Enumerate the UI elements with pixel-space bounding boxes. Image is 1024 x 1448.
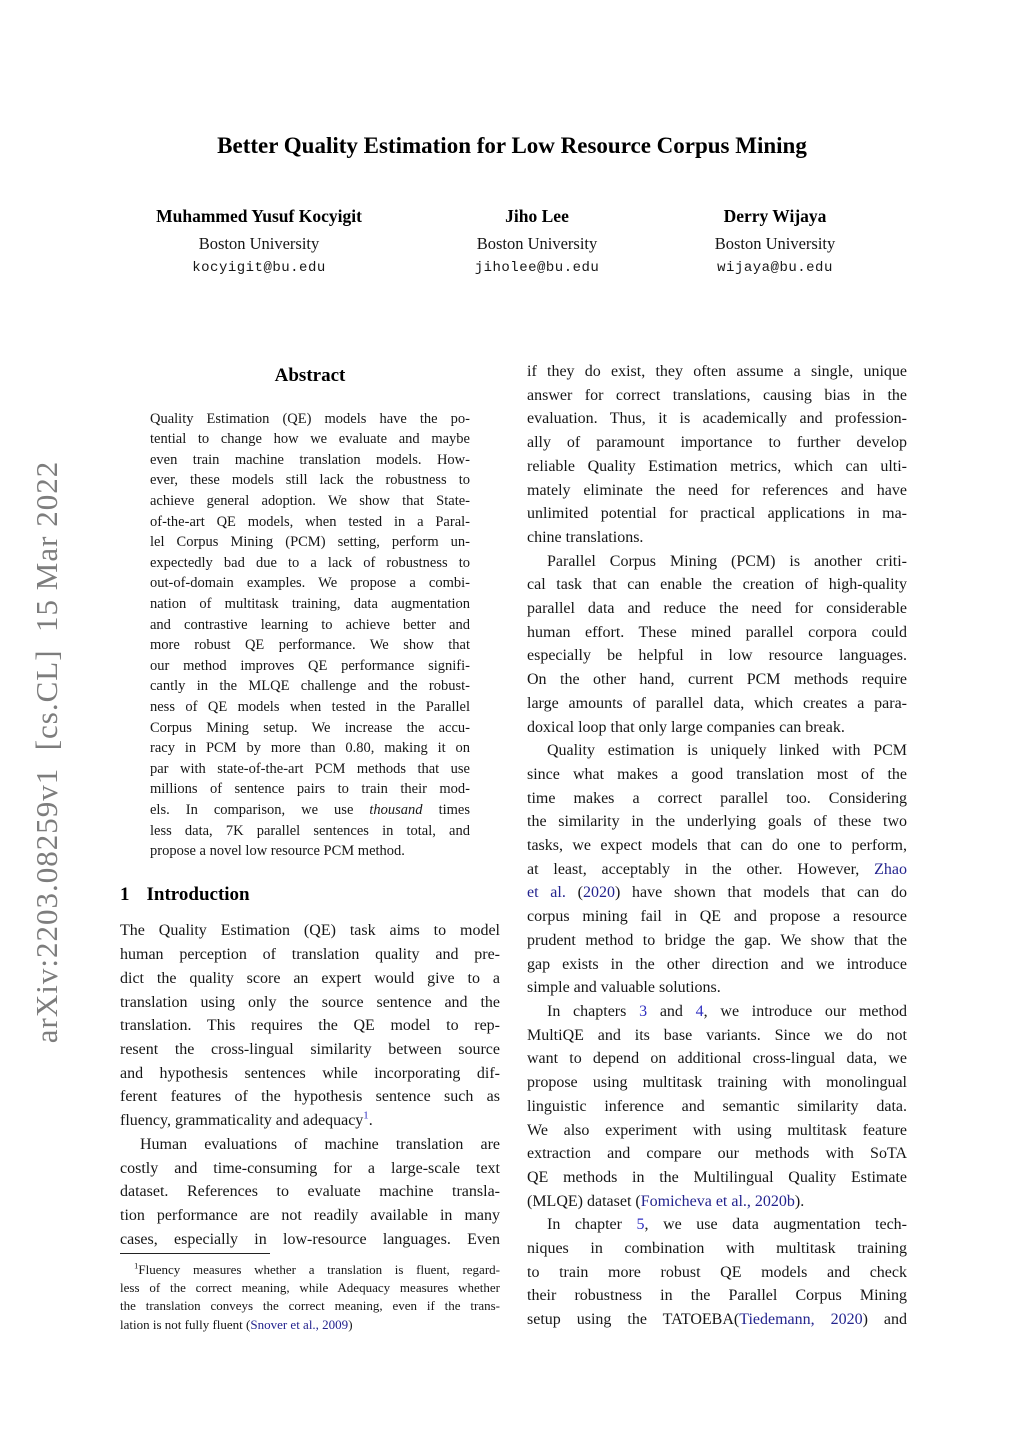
body-paragraph xyxy=(527,550,907,740)
text-line: par with state-of-the-art PCM methods that use xyxy=(150,760,470,777)
body-paragraph xyxy=(120,1133,500,1252)
text-line: propose a novel low resource PCM method. xyxy=(150,843,405,860)
text-line: nation of multitask training, data augmentation xyxy=(150,596,470,613)
text-line: more robust QE performance. We show that xyxy=(150,637,470,654)
body-paragraph xyxy=(527,1000,907,1213)
text-line: cases, especially in low-resource languages. Even xyxy=(120,1230,500,1248)
text-line: even train machine translation models. How- xyxy=(150,451,470,468)
text-line: human perception of translation quality and pre- xyxy=(120,946,500,964)
text-line: reliable Quality Estimation metrics, which can ulti- xyxy=(527,457,907,475)
text-line: We also experiment with using multitask feature xyxy=(527,1121,907,1139)
text-line: translation using only the source sentence and the xyxy=(120,993,500,1011)
text-line: Corpus Mining setup. We increase the accu- xyxy=(150,719,470,736)
section-ref-link[interactable]: 5 xyxy=(636,1216,645,1234)
text-line: less of the correct meaning, while Adequacy measures whether xyxy=(120,1280,500,1296)
text-line: extraction and compare our methods with SoTA xyxy=(527,1145,907,1163)
text-line: human effort. These mined parallel corpora could xyxy=(527,623,907,641)
text-line: ever, these models still lack the robustness to xyxy=(150,472,470,489)
footnote-text xyxy=(120,1261,500,1334)
citation-link[interactable]: Zhao xyxy=(874,860,907,878)
citation-link[interactable]: Snover et al., 2009 xyxy=(250,1316,349,1332)
text-line: tential to change how we evaluate and maybe xyxy=(150,431,470,448)
text-line: QE methods in the Multilingual Quality Estimate xyxy=(527,1168,907,1186)
text-line: niques in combination with multitask training xyxy=(527,1240,907,1258)
text-line: setup using the TATOEBA(Tiedemann, 2020) and xyxy=(527,1311,908,1329)
footnote-ref-link[interactable]: 1 xyxy=(363,1109,369,1122)
citation-link[interactable]: Fomicheva et al., 2020b xyxy=(640,1192,795,1210)
text-line: at least, acceptably in the other. However, Zhao xyxy=(527,860,907,878)
text-line: ferent features of the hypothesis sentence such as xyxy=(120,1088,500,1106)
text-line: and contrastive learning to achieve better and xyxy=(150,616,470,633)
body-paragraph xyxy=(527,1213,907,1332)
text-line: large amounts of parallel data, which creates a para- xyxy=(527,694,907,712)
text-line: millions of sentence pairs to train their mod- xyxy=(150,781,470,798)
text-line: ness of QE models when tested in the Parallel xyxy=(150,699,470,716)
text-line: racy in PCM by more than 0.80, making it on xyxy=(150,740,470,757)
text-line: tion performance are not readily available in many xyxy=(120,1206,500,1224)
section-ref-link[interactable]: 3 xyxy=(639,1002,648,1020)
author-email[interactable]: wijaya@bu.edu xyxy=(717,260,833,276)
author-block xyxy=(635,206,915,276)
text-line: our method improves QE performance signifi- xyxy=(150,657,470,674)
text-line: of-the-art QE models, when tested in a Paral- xyxy=(150,513,470,530)
right-column xyxy=(527,360,907,1332)
text-line: less data, 7K parallel sentences in total, and xyxy=(150,822,470,839)
text-line: resent the cross-lingual similarity between source xyxy=(120,1040,500,1058)
citation-link[interactable]: et al. xyxy=(527,884,566,902)
text-line: dict the quality score an expert would give to a xyxy=(120,969,500,987)
text-line: to train more robust QE models and check xyxy=(527,1263,907,1281)
footnote-paragraph xyxy=(120,1261,500,1334)
footnote-marker: 1 xyxy=(134,1260,139,1271)
author-affiliation: Boston University xyxy=(476,234,598,253)
abstract-heading: Abstract xyxy=(274,365,346,386)
text-line: (MLQE) dataset (Fomicheva et al., 2020b). xyxy=(527,1192,805,1210)
text-line: mately eliminate the need for references and have xyxy=(527,481,907,499)
text-line: On the other hand, current PCM methods require xyxy=(527,671,907,689)
text-line: evaluation. Thus, it is academically and profession- xyxy=(527,410,907,428)
text-line: the similarity in the underlying goals of these two xyxy=(527,813,907,831)
text-line: Quality Estimation (QE) models have the po- xyxy=(150,410,470,427)
citation-link[interactable]: Tiedemann, 2020 xyxy=(739,1311,863,1329)
text-line: unlimited potential for practical applications in ma- xyxy=(527,505,907,523)
text-line: out-of-domain examples. We propose a combi- xyxy=(150,575,470,592)
text-line: $^1$Fluency measures whether a translation is fluent, regard- xyxy=(134,1260,500,1277)
text-line: Human evaluations of machine translation are xyxy=(140,1135,500,1153)
text-line: dataset. References to evaluate machine transla- xyxy=(120,1183,500,1201)
text-line: et al. (2020) have shown that models that can do xyxy=(527,884,908,902)
section-number: 1 xyxy=(120,883,130,905)
text-line: ally of paramount importance to further develop xyxy=(527,434,907,452)
body-paragraph xyxy=(527,360,907,550)
section-title: Introduction xyxy=(146,883,250,905)
text-line: parallel data and reduce the need for considerable xyxy=(527,600,907,618)
emphasis-text: thousand xyxy=(369,801,423,818)
footnote-area xyxy=(120,1253,500,1334)
left-column xyxy=(120,360,500,1251)
text-line: lation is not fully fluent (Snover et al., 2009) xyxy=(120,1316,353,1332)
text-line: chine translations. xyxy=(527,528,644,546)
text-line: want to depend on additional cross-lingual data, we xyxy=(527,1050,907,1068)
text-line: corpus mining fail in QE and propose a resource xyxy=(527,908,907,926)
author-block xyxy=(119,206,399,276)
section-ref-link[interactable]: 4 xyxy=(695,1002,704,1020)
text-line: simple and valuable solutions. xyxy=(527,979,721,997)
text-line: The Quality Estimation (QE) task aims to model xyxy=(120,922,500,940)
paper-title: Better Quality Estimation for Low Resource Corpus Mining xyxy=(217,133,807,158)
abstract-paragraph xyxy=(150,409,470,862)
footnote-rule xyxy=(120,1253,270,1254)
text-line: MultiQE and its base variants. Since we do not xyxy=(527,1026,907,1044)
text-line: lel Corpus Mining (PCM) setting, perform un- xyxy=(150,534,470,551)
author-email[interactable]: kocyigit@bu.edu xyxy=(192,260,326,276)
text-line: gap exists in the other direction and we introduce xyxy=(527,955,907,973)
citation-link[interactable]: 2020 xyxy=(582,884,615,902)
text-line: if they do exist, they often assume a single, unique xyxy=(527,363,907,380)
text-line: els. In comparison, we use thousand times xyxy=(150,801,470,818)
text-line: their robustness in the Parallel Corpus Mining xyxy=(527,1287,907,1305)
text-line: propose using multitask training with monolingual xyxy=(527,1074,907,1092)
author-email[interactable]: jiholee@bu.edu xyxy=(474,260,600,276)
section-heading xyxy=(120,883,500,907)
text-line: doxical loop that only large companies can break. xyxy=(527,718,845,736)
text-line: especially be helpful in low resource languages. xyxy=(527,647,907,665)
text-line: In chapters 3 and 4, we introduce our method xyxy=(547,1002,907,1020)
author-name: Derry Wijaya xyxy=(723,206,827,226)
text-line: costly and time-consuming for a large-scale text xyxy=(120,1159,500,1177)
text-line: In chapter 5, we use data augmentation tech- xyxy=(547,1216,908,1234)
text-line: Quality estimation is uniquely linked with PCM xyxy=(547,742,907,760)
author-affiliation: Boston University xyxy=(198,234,320,253)
text-line: time makes a correct parallel too. Considering xyxy=(527,789,907,807)
text-line: expectedly bad due to a lack of robustness to xyxy=(150,554,470,571)
text-line: cantly in the MLQE challenge and the robust- xyxy=(150,678,470,695)
text-line: Parallel Corpus Mining (PCM) is another criti- xyxy=(547,552,907,570)
text-line: prudent method to bridge the gap. We show that the xyxy=(527,931,907,949)
arxiv-watermark: arXiv:2203.08259v1 [cs.CL] 15 Mar 2022 xyxy=(29,460,64,1044)
text-line: since what makes a good translation most of the xyxy=(527,765,907,783)
author-name: Muhammed Yusuf Kocyigit xyxy=(156,206,362,226)
body-paragraph xyxy=(120,919,500,1132)
text-line: achieve general adoption. We show that State- xyxy=(150,493,470,510)
author-affiliation: Boston University xyxy=(714,234,836,253)
text-line: linguistic inference and semantic similarity data. xyxy=(527,1097,907,1115)
text-line: answer for correct translations, causing bias in the xyxy=(527,386,907,404)
body-paragraph xyxy=(527,739,907,1000)
text-line: translation. This requires the QE model to rep- xyxy=(120,1017,500,1035)
text-line: the translation conveys the correct meaning, even if the trans- xyxy=(120,1298,500,1314)
author-name: Jiho Lee xyxy=(505,206,569,226)
text-line: cal task that can enable the creation of high-quality xyxy=(527,576,907,594)
text-line: and hypothesis sentences while incorporating dif- xyxy=(120,1064,500,1082)
text-line: fluency, grammaticality and adequacy$^1$. xyxy=(120,1109,373,1130)
text-line: tasks, we expect models that can do one to perform, xyxy=(527,837,907,855)
